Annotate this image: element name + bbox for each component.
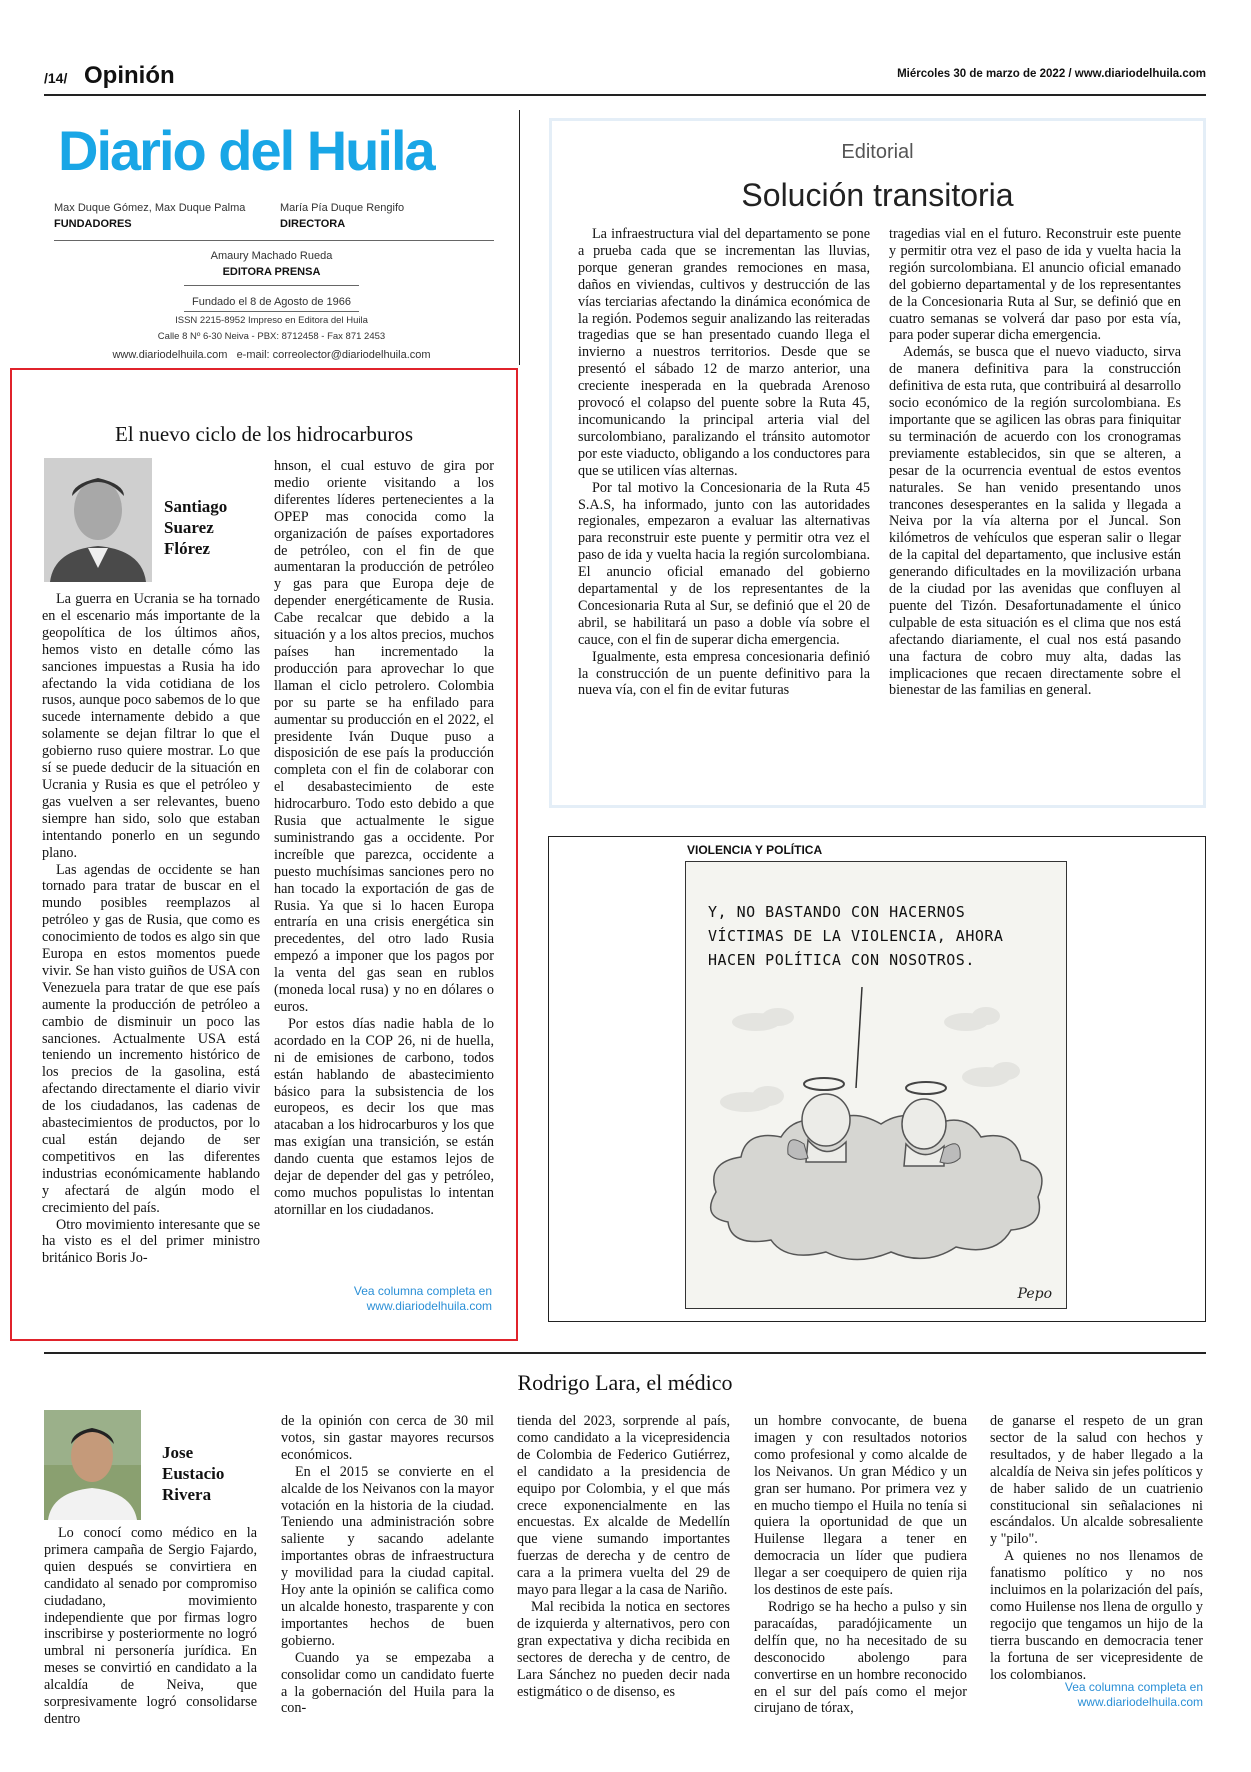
director-name: María Pía Duque Rengifo xyxy=(280,202,405,214)
page-number: /14/ xyxy=(44,70,68,86)
masthead-vertical-rule xyxy=(519,110,520,365)
column2-text-3 xyxy=(517,1413,730,1700)
paragraph: de la opinión con cerca de 30 mil votos, sin gastar mayores recursos económicos. xyxy=(281,1413,494,1463)
opinion-column-box xyxy=(10,368,518,1341)
masthead xyxy=(44,110,499,365)
paragraph: Mal recibida la notica en sectores de izquierda y alternativos, pero con gran expectativa y dicha recibida en sectores de derecha y de centro, de Lara Sánchez no pueden decir nada estigmático o de disenso, es xyxy=(517,1598,730,1700)
link-url: www.diariodelhuila.com xyxy=(1077,1695,1203,1709)
editorial-text-left xyxy=(578,226,870,699)
link-url: www.diariodelhuila.com xyxy=(366,1299,492,1313)
author-name-line: Rivera xyxy=(162,1485,212,1504)
author-name-line: Jose xyxy=(162,1443,194,1462)
logo: Diario del Huila xyxy=(58,119,434,182)
paragraph: hnson, el cual estuvo de gira por medio oriente visitando a los diferentes líderes pertenecientes a la OPEP mas conocida como la organización de países exportadores de petróleo, con el fin de que aumentaran la producción de petróleo y gas para que Europa deje de depender energéticamente de Rusia. Cabe recalcar que debido a la situación y a los altos precios, muchos países han incrementado la producción para aprovechar lo que llaman el ciclo petrolero. Colombia por su parte se ha enfilado para aumentar su producción en el 2022, el presidente Iván Duque puso a disposición de ese país la producción completa con el fin de colaborar con el desabastecimiento de este hidrocarburo. Todo esto debido a que Rusia que actualmente le sigue suministrando gas a occidente. Por increíble que parezca, occidente a puesto muchísimas sanciones pero no han tocado la exportación de gas de Rusia. Ya que si lo hacen Europa entraría en una crisis energética sin precedentes, del otro lado Rusia empezó a imponer que los pagos por la venta del gas sean en rublos (moneda local rusa) y no en dólares o euros. xyxy=(274,458,494,1015)
section-title: Opinión xyxy=(84,62,175,89)
editorial-box xyxy=(549,118,1206,808)
speech-line: VÍCTIMAS DE LA VIOLENCIA, AHORA xyxy=(708,927,1004,945)
editorial-text-right xyxy=(889,226,1181,699)
column2-text-4 xyxy=(754,1413,967,1717)
paragraph: Igualmente, esta empresa concesionaria definió la construcción de un puente definitivo para la nueva vía, con el fin de evitar futuras xyxy=(578,648,870,699)
paragraph: La guerra en Ucrania se ha tornado en el escenario más importante de la geopolítica de los últimos años, hemos visto en detalle cómo las sanciones impuestas a Rusia ha ido afectando la vida cotidiana de los rusos, aunque poco sabemos de lo que sucede internamente debido a que solamente se dejan filtrar lo que el gobierno ruso quiere mostrar. Lo que sí se puede deducir de la situación en Ucrania y Rusia es que el petróleo y gas vuelven a ser relevantes, bueno siempre han sido, solo que estaban intentando ponerlo en un segundo plano. xyxy=(42,591,260,861)
date-site: Miércoles 30 de marzo de 2022 / www.diariodelhuila.com xyxy=(897,68,1206,80)
column2-text-1 xyxy=(44,1525,257,1728)
paragraph: tragedias vial en el futuro. Reconstruir este puente y permitir otra vez el paso de ida y vuelta hacia la región surcolombiana. El anuncio oficial emanado del gobierno departamental y de los representantes de la Concesionaria Ruta al Sur, se definió que en cuatro semanas se volverá dar paso por esta vía, para poder superar dicha emergencia. xyxy=(889,226,1181,344)
director-role: DIRECTORA xyxy=(280,218,346,230)
column2-title: Rodrigo Lara, el médico xyxy=(517,1370,733,1395)
paragraph: En el 2015 se convierte en el alcalde de los Neivanos con la mayor votación en la historia de la ciudad. Teniendo una administración sobre saliente y sacando adelante importantes obras de infraestructura y movilidad para la ciudad capital. Hoy ante la opinión se califica como un alcalde honesto, trasparente y con importantes hechos de buen gobierno. xyxy=(281,1463,494,1649)
cartoon-panel xyxy=(685,861,1067,1309)
cartoon-box xyxy=(548,836,1206,1322)
link-label: Vea columna completa en xyxy=(1064,1680,1203,1694)
author-name-2 xyxy=(162,1442,252,1505)
paragraph: Rodrigo se ha hecho a pulso y sin paracaídas, paradójicamente un delfín que, no ha necesitado de su desconocido abolengo para convertirse en un hombre reconocido en el sur del país como el mejor cirujano de tórax, xyxy=(754,1598,967,1717)
paragraph: un hombre convocante, de buena imagen y con resultados notorios como profesional y como alcalde de los Neivanos. Un gran Médico y un gran ser humano. Por primera vez y en mucho tiempo el Huila no tenía si quiera la oportunidad de que un Huilense llegara a tener en democracia un líder que pudiera llegar a ser coequipero de quien rija los destinos de este país. xyxy=(754,1413,967,1599)
paragraph: A quienes no nos llenamos de fanatismo político y no nos incluimos en la polarización del país, como Huilense nos llena de orgullo y regocijo que tengamos un hijo de la tierra buscando en democracia tener la fortuna de ser vicepresidente de los colombianos. xyxy=(990,1548,1203,1683)
editor-name: Amaury Machado Rueda xyxy=(210,250,333,262)
full-column-link-2[interactable] xyxy=(990,1680,1203,1710)
paragraph: de ganarse el respeto de un gran sector de la salud con hechos y resultados, y de haber llegado a la alcaldía de Neiva sin jefes políticos y de haber salido de un cuatrienio constitucional sin señalaciones ni escándalos. Un alcalde sobresaliente y "pilo". xyxy=(990,1413,1203,1548)
section-rule xyxy=(44,1352,1206,1354)
cartoonist-signature: Pepo xyxy=(1017,1286,1052,1302)
paragraph: La infraestructura vial del departamento se pone a prueba cada que se incrementan las lluvias, porque generan grandes remociones en masa, daños en viviendas, cultivos y destrucción de las vías terciarias afectando la dinámica económica de la región. Podemos seguir analizando las reiteradas tragedias que se han presentado cuando llega el invierno a nuestros territorios. Desde que se presentó el sábado 12 de marzo anterior, una creciente inesperada en la quebrada Arenoso provocó el colapso del puente sobre la Ruta 45, incomunicando la principal arteria vial del surcolombiano, paralizando el tránsito automotor por este viaducto, obligando a los conductores para que se utilicen vías alternas. xyxy=(578,226,870,479)
author-name-line: Santiago xyxy=(164,497,228,516)
column-text-left xyxy=(42,591,260,1267)
paragraph: Además, se busca que el nuevo viaducto, sirva de manera definitiva para la construcción definitiva de esta ruta, que contribuirá al desarrollo socio económico de la región surcolombiana. Es importante que se agilicen las obras para finiquitar su terminación de acuerdo con los cronogramas previamente establecidos, sin que se alteren, a pesar de la ocurrencia eventual de estos eventos naturales. Se han venido presentando unos trancones desesperantes en la salida y llegada a Neiva por la vía alterna por el Juncal. Son kilómetros de vehículos que esperan salir o llegar de la capital del departamento, que inclusive están generando dificultades en la movilización urbana de la ciudad por las avenidas que confluyen al puente del Tizón. Desafortunadamente el único culpable de esta situación es el clima que nos está afectando diariamente, el cual nos está pasando una factura de cobro muy alta, dadas las implicaciones que recaen directamente sobre el bienestar de las familias en general. xyxy=(889,344,1181,699)
paragraph: Por estos días nadie habla de lo acordado en la COP 26, ni de huella, ni de emisiones de carbono, todos están hablando de abastecimiento básico para la subsistencia de los europeos, es decir los que mas atacaban a los hidrocarburos y los que mas exigían una transición, se están dando cuenta que estamos lejos de dejar de depender del gas y petróleo, como muchos populistas lo intentan atornillar en los ciudadanos. xyxy=(274,1015,494,1218)
author-name xyxy=(164,496,254,559)
masthead-rule xyxy=(54,240,494,241)
page-header xyxy=(44,62,1206,92)
author-photo xyxy=(44,458,152,582)
masthead-rule-2 xyxy=(184,285,359,286)
founders-role: FUNDADORES xyxy=(54,218,132,230)
column-text-right xyxy=(274,458,494,1219)
editorial-title: Solución transitoria xyxy=(741,177,1014,213)
paragraph: Cuando ya se empezaba a consolidar como un candidato fuerte a la gobernación del Huila para la con- xyxy=(281,1649,494,1717)
column2-text-5 xyxy=(990,1413,1203,1684)
column2-text-2 xyxy=(281,1413,494,1717)
cartoon-label: VIOLENCIA Y POLÍTICA xyxy=(687,843,823,857)
author-photo-2 xyxy=(44,1410,141,1520)
paragraph: tienda del 2023, sorprende al país, como candidato a la vicepresidencia de Colombia de Federico Gutiérrez, el candidato a la presidencia de equipo por Colombia, y el que más crece exponencialmente en las encuestas. Ex alcalde de Medellín que viene sumando importantes fuerzas de derecha y de centro de cara a la primera vuelta del 29 de mayo para llegar a la casa de Nariño. xyxy=(517,1413,730,1599)
paragraph: Las agendas de occidente se han tornado para tratar de buscar en el mundo posibles reemplazos al petróleo y gas de Rusia, que como es conocimiento de todos es algo sin que Europa en estos momentos puede vivir. Se han visto guiños de USA con Venezuela para tratar de que ese país aumente la producción de petróleo a cambio de disminuir un poco las sanciones. Actualmente USA está teniendo un incremento histórico de los precios de la gasolina, está afectando directamente el diario vivir de los ciudadanos, las cadenas de abastecimientos de productos, por lo cual están dejando de ser competitivos en las diferentes industrias económicamente hablando y afectará de algún modo el crecimiento del país. xyxy=(42,861,260,1216)
web-email: www.diariodelhuila.com e-mail: correolector@diariodelhuila.com xyxy=(112,349,431,361)
speech-text xyxy=(708,900,1048,972)
link-label: Vea columna completa en xyxy=(353,1284,492,1298)
header-rule xyxy=(44,94,1206,96)
founded-date: Fundado el 8 de Agosto de 1966 xyxy=(191,296,352,308)
author-name-line: Suarez xyxy=(164,518,214,537)
editorial-kicker: Editorial xyxy=(841,141,914,163)
founders-names: Max Duque Gómez, Max Duque Palma xyxy=(54,202,246,214)
full-column-link[interactable] xyxy=(272,1284,492,1314)
author-name-line: Flórez xyxy=(164,539,210,558)
column-title: El nuevo ciclo de los hidrocarburos xyxy=(115,422,413,446)
paragraph: Por tal motivo la Concesionaria de la Ruta 45 S.A.S, ha informado, junto con las autoridades regionales, empezaron a evaluar las alternativas para reconstruir este puente y permitir otra vez el paso de ida y vuelta hacia la región surcolombiana. El anuncio oficial emanado del gobierno departamental y de los representantes de la Concesionaria Ruta al Sur, se definió que el 20 de abril, se habilitará un paso a doble vía sobre el cauce, con el fin de superar dicha emergencia. xyxy=(578,479,870,648)
speech-line: Y, NO BASTANDO CON HACERNOS xyxy=(708,903,966,921)
paragraph: Lo conocí como médico en la primera campaña de Sergio Fajardo, quien después se convirtiera en candidato al senado por compromiso ciudadano, movimiento independiente que por firmas logro inscribirse y posteriormente no logró umbral ni personería jurídica. En meses se convirtió en candidato a la alcaldía de Neiva, que sorpresivamente logró consolidarse dentro xyxy=(44,1525,257,1727)
address: Calle 8 Nº 6-30 Neiva - PBX: 8712458 - Fax 871 2453 xyxy=(157,331,386,342)
issn: ISSN 2215-8952 Impreso en Editora del Huila xyxy=(175,315,368,326)
editor-role: EDITORA PRENSA xyxy=(222,266,321,278)
masthead-rule-3 xyxy=(184,311,359,312)
paragraph: Otro movimiento interesante que se ha visto es el del primer ministro británico Boris Jo- xyxy=(42,1216,260,1267)
author-name-line: Eustacio xyxy=(162,1464,225,1483)
speech-line: HACEN POLÍTICA CON NOSOTROS. xyxy=(708,951,975,969)
